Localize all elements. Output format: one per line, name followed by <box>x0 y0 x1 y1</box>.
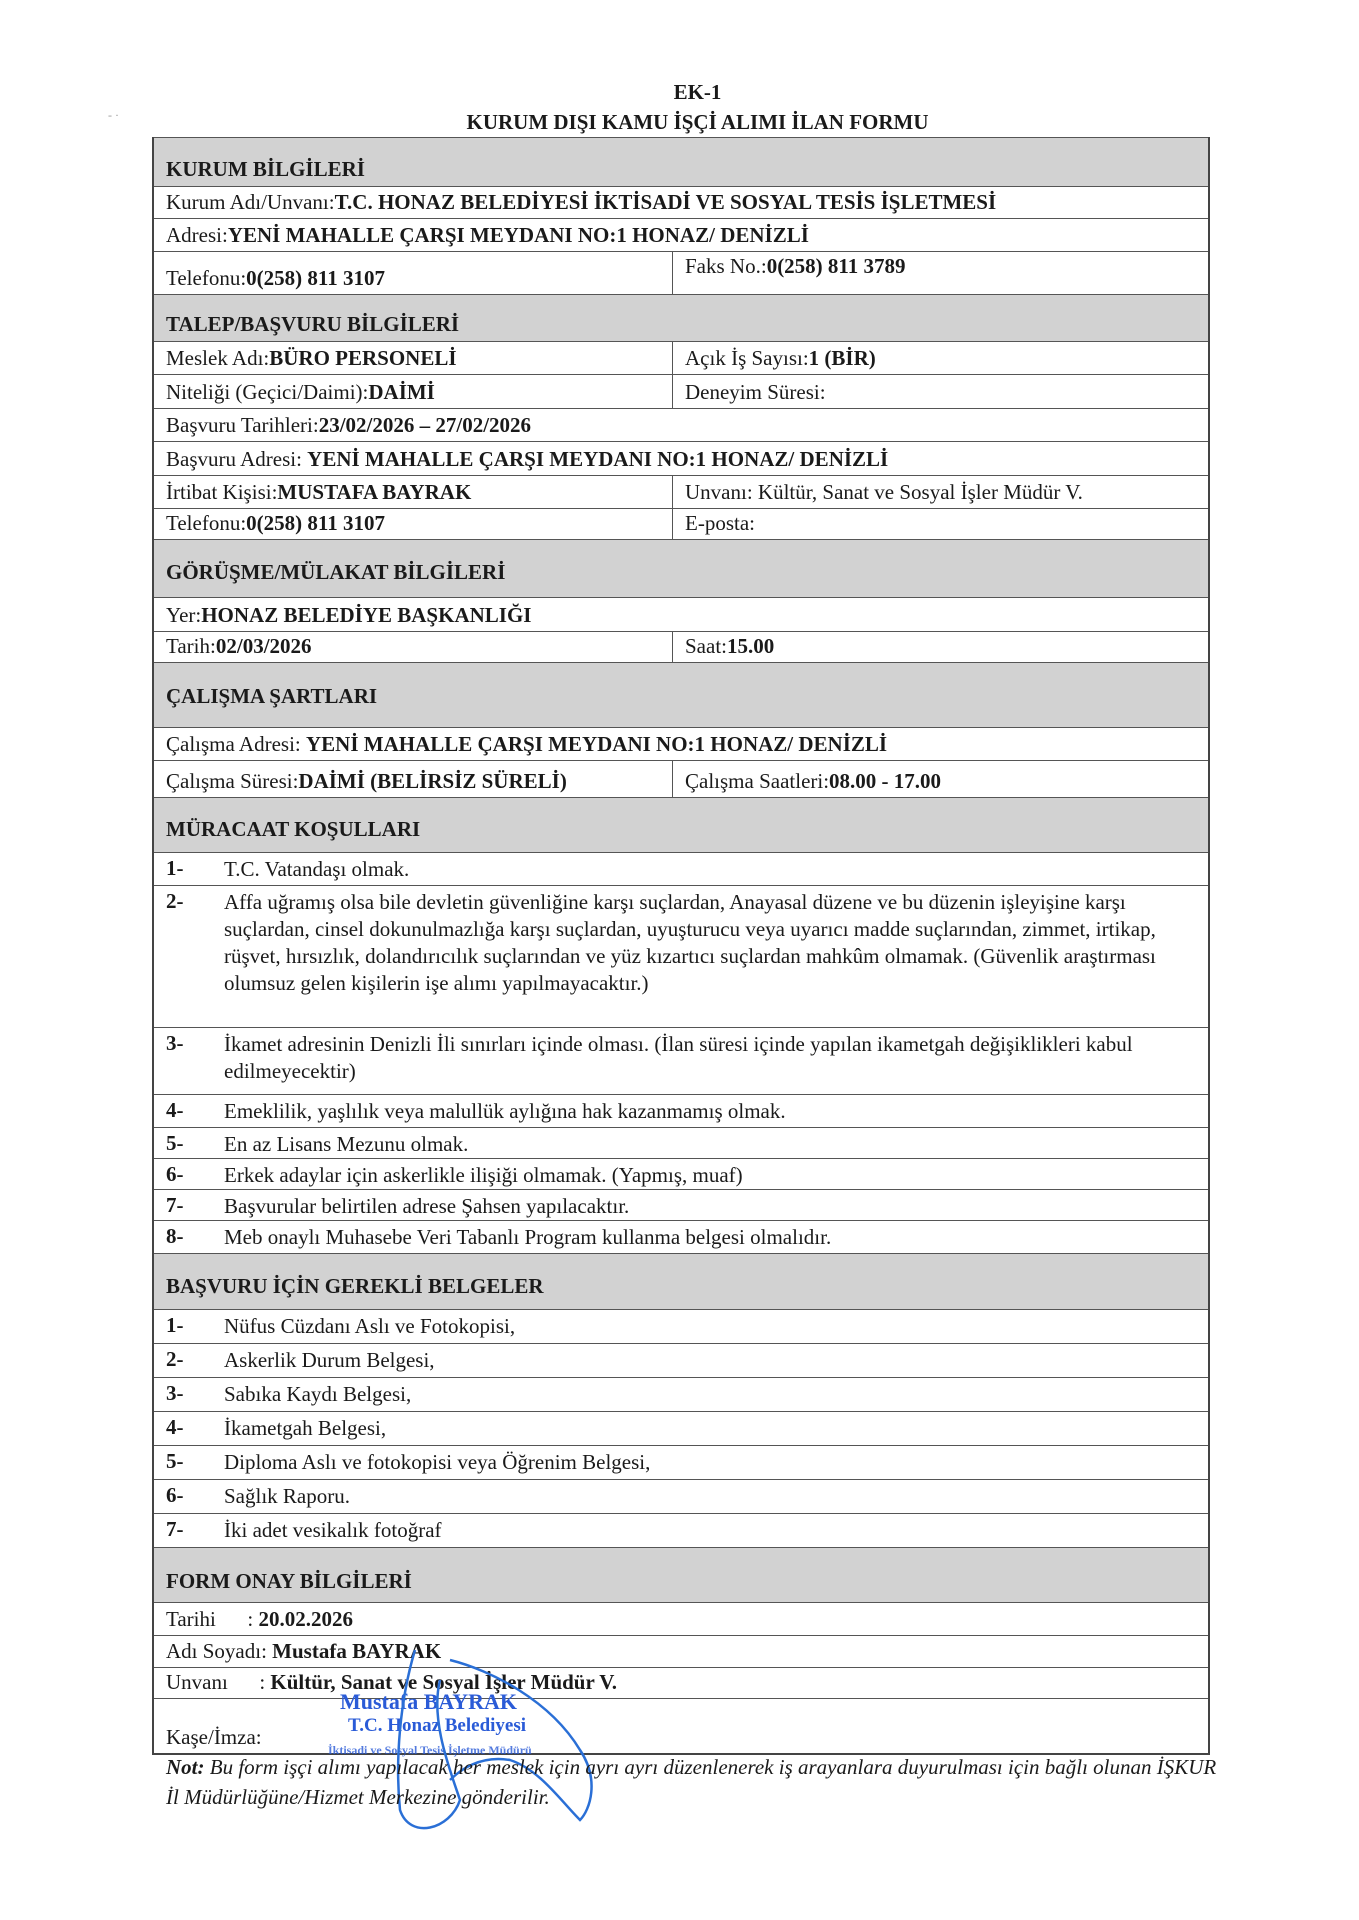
annex-label: EK-1 <box>673 80 722 104</box>
section-heading: BAŞVURU İÇİN GEREKLİ BELGELER <box>166 1274 544 1298</box>
label: Unvanı: Kültür, Sanat ve Sosyal İşler Müdür V. <box>685 480 1083 504</box>
list-item <box>154 1411 1208 1445</box>
item-text: Sabıka Kaydı Belgesi, <box>224 1382 412 1406</box>
row-kurum-address <box>154 218 1208 251</box>
row-apply-address <box>154 441 1208 475</box>
item-text: Affa uğramış olsa bile devletin güvenliğine karşı suçlardan, Anayasal düzene ve bu düzenin işleyişine karşı suçlardan, cinsel dokunulmazlığa karşı suçlardan, uyuşturucu veya uyarıcı madde suçlarından, zimmet, irtikap, rüşvet, hırsızlık, dolandırıcılık suçlarından ve yüz kızartıcı suçlardan mahkûm olmamak. (Güvenlik araştırması olumsuz gelen kişilerin işe alımı yapılmayacaktır.) <box>224 890 1156 995</box>
row-contact-phone <box>154 508 1208 539</box>
label: Açık İş Sayısı: <box>685 346 809 370</box>
list-item <box>154 885 1208 1027</box>
label: Başvuru Tarihleri: <box>166 413 319 437</box>
item-number: 1- <box>166 1313 184 1337</box>
item-number: 6- <box>166 1162 184 1186</box>
item-number: 2- <box>166 1347 184 1371</box>
documents-list <box>154 1309 1208 1547</box>
row-approval-date <box>154 1602 1208 1635</box>
row-place <box>154 597 1208 631</box>
label: Başvuru Adresi: <box>166 447 302 471</box>
value: DAİMİ (BELİRSİZ SÜRELİ) <box>298 769 567 793</box>
row-dates <box>154 408 1208 441</box>
item-text: İkametgah Belgesi, <box>224 1416 387 1440</box>
value: YENİ MAHALLE ÇARŞI MEYDANI NO:1 HONAZ/ DENİZLİ <box>227 223 809 247</box>
row-job <box>154 341 1208 374</box>
item-text: En az Lisans Mezunu olmak. <box>224 1132 469 1156</box>
item-text: T.C. Vatandaşı olmak. <box>224 857 410 881</box>
label: Kurum Adı/Unvanı: <box>166 190 335 214</box>
row-kurum-name <box>154 186 1208 218</box>
row-work-duration <box>154 760 1208 797</box>
row-contact <box>154 475 1208 508</box>
label: Telefonu: <box>166 511 247 535</box>
label: E-posta: <box>685 511 755 535</box>
section-gorusme <box>154 539 1208 597</box>
row-type <box>154 374 1208 408</box>
label: Unvanı : <box>166 1670 271 1694</box>
stamp-line: Mustafa BAYRAK <box>340 1689 518 1714</box>
item-number: 5- <box>166 1449 184 1473</box>
item-text: Nüfus Cüzdanı Aslı ve Fotokopisi, <box>224 1314 516 1338</box>
item-text: Emeklilik, yaşlılık veya malullük aylığına hak kazanmamış olmak. <box>224 1099 786 1123</box>
item-text: İkamet adresinin Denizli İli sınırları içinde olması. (İlan süresi içinde yapılan ikametgah değişiklikleri kabul edilmeyecektir) <box>224 1032 1133 1083</box>
item-number: 7- <box>166 1193 184 1217</box>
value: YENİ MAHALLE ÇARŞI MEYDANI NO:1 HONAZ/ DENİZLİ <box>307 447 889 471</box>
item-number: 3- <box>166 1031 184 1055</box>
label: Çalışma Saatleri: <box>685 769 830 793</box>
item-number: 5- <box>166 1131 184 1155</box>
label: Telefonu: <box>166 266 247 290</box>
label: Çalışma Süresi: <box>166 769 299 793</box>
item-text: Sağlık Raporu. <box>224 1484 350 1508</box>
row-work-address <box>154 727 1208 760</box>
stamp-line: T.C. Honaz Belediyesi <box>348 1715 527 1736</box>
list-item <box>154 1158 1208 1189</box>
note-text: Bu form işçi alımı yapılacak her meslek için ayrı ayrı düzenlenerek iş arayanlara duyurulması için bağlı olunan İŞKUR İl Müdürlüğüne/Hizmet Merkezine gönderilir. <box>166 1755 1217 1809</box>
section-heading: ÇALIŞMA ŞARTLARI <box>166 684 378 708</box>
section-belgeler <box>154 1253 1208 1309</box>
row-approval-name <box>154 1635 1208 1667</box>
value: 23/02/2026 – 27/02/2026 <box>318 413 532 437</box>
value: 20.02.2026 <box>258 1607 353 1631</box>
value: 1 (BİR) <box>808 346 876 370</box>
list-item <box>154 1220 1208 1253</box>
row-approval-title <box>154 1667 1208 1698</box>
conditions-list <box>154 852 1208 1253</box>
value: Kültür, Sanat ve Sosyal İşler Müdür V. <box>270 1670 617 1694</box>
value: HONAZ BELEDİYE BAŞKANLIĞI <box>201 603 532 627</box>
form-table <box>152 137 1210 1755</box>
label: Kaşe/İmza: <box>166 1725 262 1749</box>
label: Deneyim Süresi: <box>685 380 826 404</box>
list-item <box>154 1445 1208 1479</box>
section-kurum <box>154 137 1208 186</box>
section-heading: FORM ONAY BİLGİLERİ <box>166 1569 412 1593</box>
label: Çalışma Adresi: <box>166 732 301 756</box>
value: YENİ MAHALLE ÇARŞI MEYDANI NO:1 HONAZ/ DENİZLİ <box>306 732 888 756</box>
value: 0(258) 811 3789 <box>766 254 906 278</box>
item-number: 3- <box>166 1381 184 1405</box>
list-item <box>154 1309 1208 1343</box>
item-text: Meb onaylı Muhasebe Veri Tabanlı Program kullanma belgesi olmalıdır. <box>224 1225 832 1249</box>
item-number: 7- <box>166 1517 184 1541</box>
label: Meslek Adı: <box>166 346 270 370</box>
row-interview-date <box>154 631 1208 662</box>
item-number: 2- <box>166 889 184 913</box>
list-item <box>154 1094 1208 1127</box>
item-number: 8- <box>166 1224 184 1248</box>
section-calisma <box>154 662 1208 727</box>
label: Saat: <box>685 634 727 658</box>
list-item <box>154 1513 1208 1547</box>
label: Tarih: <box>166 634 216 658</box>
scan-mark: - · <box>108 108 119 122</box>
list-item <box>154 1479 1208 1513</box>
label: Niteliği (Geçici/Daimi): <box>166 380 369 404</box>
list-item <box>154 1343 1208 1377</box>
section-heading: MÜRACAAT KOŞULLARI <box>166 817 421 841</box>
value: 0(258) 811 3107 <box>246 266 385 290</box>
item-number: 6- <box>166 1483 184 1507</box>
value: MUSTAFA BAYRAK <box>277 480 472 504</box>
value: 15.00 <box>727 634 775 658</box>
section-heading: TALEP/BAŞVURU BİLGİLERİ <box>166 312 460 336</box>
section-heading: GÖRÜŞME/MÜLAKAT BİLGİLERİ <box>166 560 506 584</box>
value: 08.00 - 17.00 <box>829 769 942 793</box>
item-text: Askerlik Durum Belgesi, <box>224 1348 435 1372</box>
label: Faks No.: <box>685 254 767 278</box>
value: T.C. HONAZ BELEDİYESİ İKTİSADİ VE SOSYAL TESİS İŞLETMESİ <box>334 190 997 214</box>
item-number: 4- <box>166 1415 184 1439</box>
value: Mustafa BAYRAK <box>272 1639 442 1663</box>
note-label: Not: <box>166 1755 205 1779</box>
value: 0(258) 811 3107 <box>246 511 385 535</box>
label: Yer: <box>166 603 202 627</box>
page-title: KURUM DIŞI KAMU İŞÇİ ALIMI İLAN FORMU <box>466 110 929 134</box>
list-item <box>154 1189 1208 1220</box>
label: Adı Soyadı: <box>166 1639 273 1663</box>
section-talep <box>154 294 1208 341</box>
label: Tarihi : <box>166 1607 259 1631</box>
list-item <box>154 1377 1208 1411</box>
row-stamp <box>154 1698 1208 1753</box>
item-number: 4- <box>166 1098 184 1122</box>
stamp-line: İktisadi ve Sosyal Tesis İşletme Müdürü <box>328 1743 532 1757</box>
list-item <box>154 1027 1208 1094</box>
item-number: 1- <box>166 856 184 880</box>
section-muracaat <box>154 797 1208 852</box>
footer-note <box>166 1752 1226 1812</box>
item-text: İki adet vesikalık fotoğraf <box>224 1518 442 1542</box>
section-heading: KURUM BİLGİLERİ <box>166 157 365 181</box>
label: Adresi: <box>166 223 228 247</box>
row-kurum-phone <box>154 251 1208 294</box>
list-item <box>154 1127 1208 1158</box>
value: 02/03/2026 <box>215 634 312 658</box>
section-onay <box>154 1547 1208 1602</box>
value: DAİMİ <box>368 380 435 404</box>
label: İrtibat Kişisi: <box>166 480 278 504</box>
item-text: Başvurular belirtilen adrese Şahsen yapılacaktır. <box>224 1194 630 1218</box>
list-item <box>154 852 1208 885</box>
item-text: Erkek adaylar için askerlikle ilişiği olmamak. (Yapmış, muaf) <box>224 1163 743 1187</box>
value: BÜRO PERSONELİ <box>269 346 457 370</box>
item-text: Diploma Aslı ve fotokopisi veya Öğrenim Belgesi, <box>224 1450 651 1474</box>
